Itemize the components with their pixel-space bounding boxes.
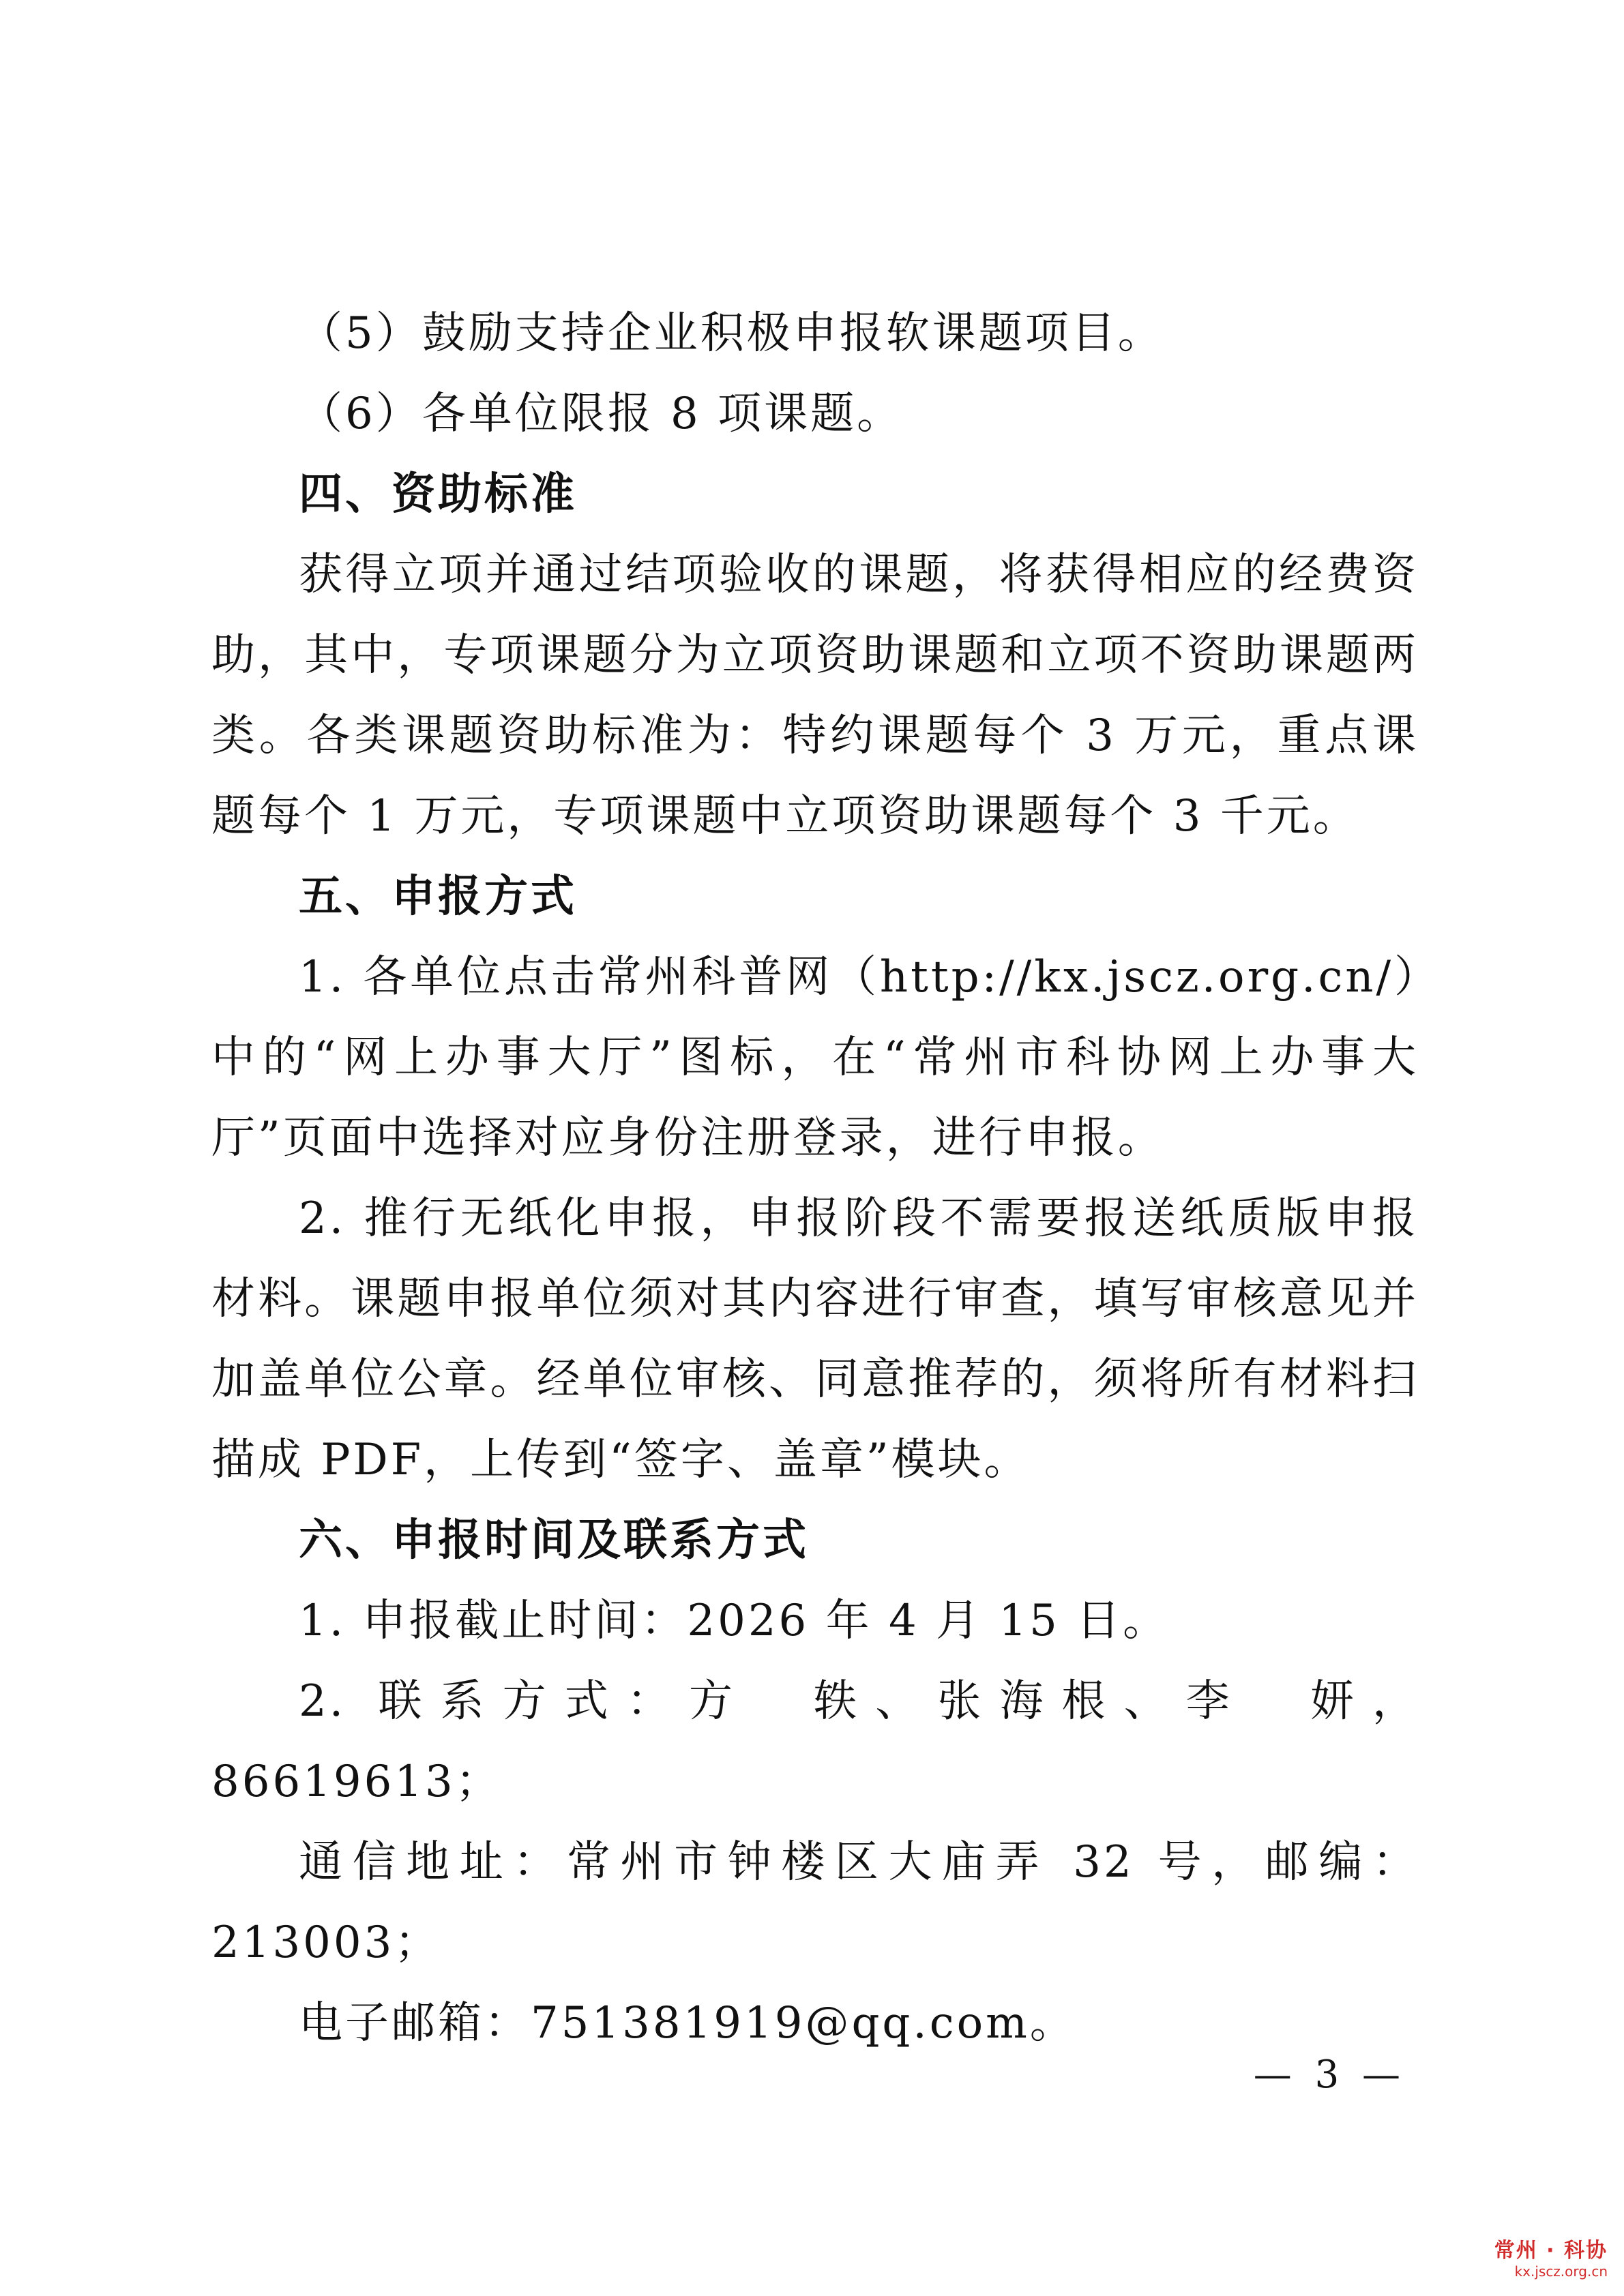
section-heading-application-method: 五、申报方式	[299, 871, 577, 922]
watermark-title: 常州 · 科协	[1494, 2239, 1608, 2263]
paragraph-application-step-2: 2. 推行无纸化申报，申报阶段不需要报送纸质版申报材料。课题申报单位须对其内容进行审查，填写审核意见并加盖单位公章。经单位审核、同意推荐的，须将所有材料扫描成 PDF，上传到“签字、盖章”模块。	[211, 1193, 1419, 1485]
watermark-url: kx.jscz.org.cn	[1514, 2263, 1608, 2280]
section-heading-funding-standard: 四、资助标准	[299, 469, 577, 520]
paragraph-email: 电子邮箱：751381919@qq.com。	[299, 1998, 1076, 2048]
paragraph-funding-standard: 获得立项并通过结项验收的课题，将获得相应的经费资助，其中，专项课题分为立项资助课题和立项不资助课题两类。各类课题资助标准为：特约课题每个 3 万元，重点课题每个 1 万元，专项课题中立项资助课题每个 3 千元。	[211, 550, 1419, 841]
paragraph-item-5: （5）鼓励支持企业积极申报软课题项目。	[299, 308, 1164, 359]
paragraph-deadline: 1. 申报截止时间：2026 年 4 月 15 日。	[299, 1596, 1170, 1646]
section-heading-time-and-contact: 六、申报时间及联系方式	[299, 1515, 809, 1566]
paragraph-application-step-1: 1. 各单位点击常州科普网（http://kx.jscz.org.cn/）中的“网上办事大厅”图标，在“常州市科协网上办事大厅”页面中选择对应身份注册登录，进行申报。	[211, 952, 1419, 1163]
paragraph-contact: 2. 联系方式：方 轶、张海根、李 妍，86619613；	[211, 1676, 1419, 1807]
watermark-logo	[1494, 2239, 1608, 2280]
document-body	[211, 293, 1419, 2063]
paragraph-address: 通信地址：常州市钟楼区大庙弄 32 号，邮编：213003；	[211, 1837, 1419, 1968]
paragraph-item-6: （6）各单位限报 8 项课题。	[299, 389, 904, 439]
page-number: — 3 —	[1253, 2053, 1406, 2097]
